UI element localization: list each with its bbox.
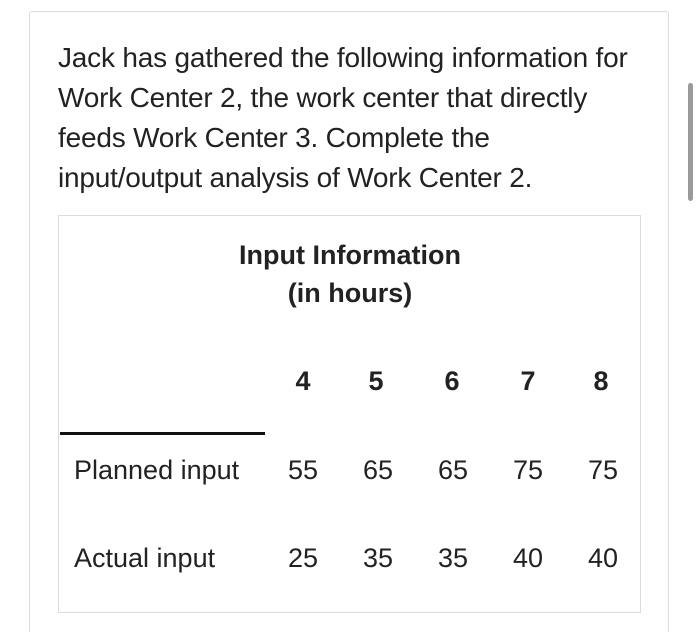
actual-input-cell: 35 bbox=[362, 543, 394, 573]
planned-input-cell: 65 bbox=[437, 455, 469, 485]
actual-input-cell: 40 bbox=[512, 543, 544, 573]
actual-input-cell: 40 bbox=[587, 543, 619, 573]
actual-input-cell: 35 bbox=[437, 543, 469, 573]
table-title bbox=[0, 236, 700, 312]
question-text: Jack has gathered the following information for Work Center 2, the work center that directly feeds Work Center 3. Complete the input/output analysis of Work Center 2. bbox=[58, 42, 628, 193]
planned-input-cell: 75 bbox=[587, 455, 619, 485]
period-header-4: 4 bbox=[295, 366, 311, 396]
planned-input-cell: 75 bbox=[512, 455, 544, 485]
period-header-5: 5 bbox=[368, 366, 384, 396]
header-divider bbox=[60, 432, 265, 435]
vertical-scrollbar[interactable] bbox=[688, 83, 693, 201]
period-header-8: 8 bbox=[593, 366, 609, 396]
actual-input-cell: 25 bbox=[287, 543, 319, 573]
table-title-line2: (in hours) bbox=[287, 278, 413, 308]
period-header-6: 6 bbox=[444, 366, 460, 396]
table-title-line1: Input Information bbox=[239, 240, 461, 270]
planned-input-cell: 55 bbox=[287, 455, 319, 485]
period-header-7: 7 bbox=[520, 366, 536, 396]
planned-input-cell: 65 bbox=[362, 455, 394, 485]
row-label-planned-input: Planned input bbox=[74, 455, 240, 485]
row-label-actual-input: Actual input bbox=[74, 543, 216, 573]
